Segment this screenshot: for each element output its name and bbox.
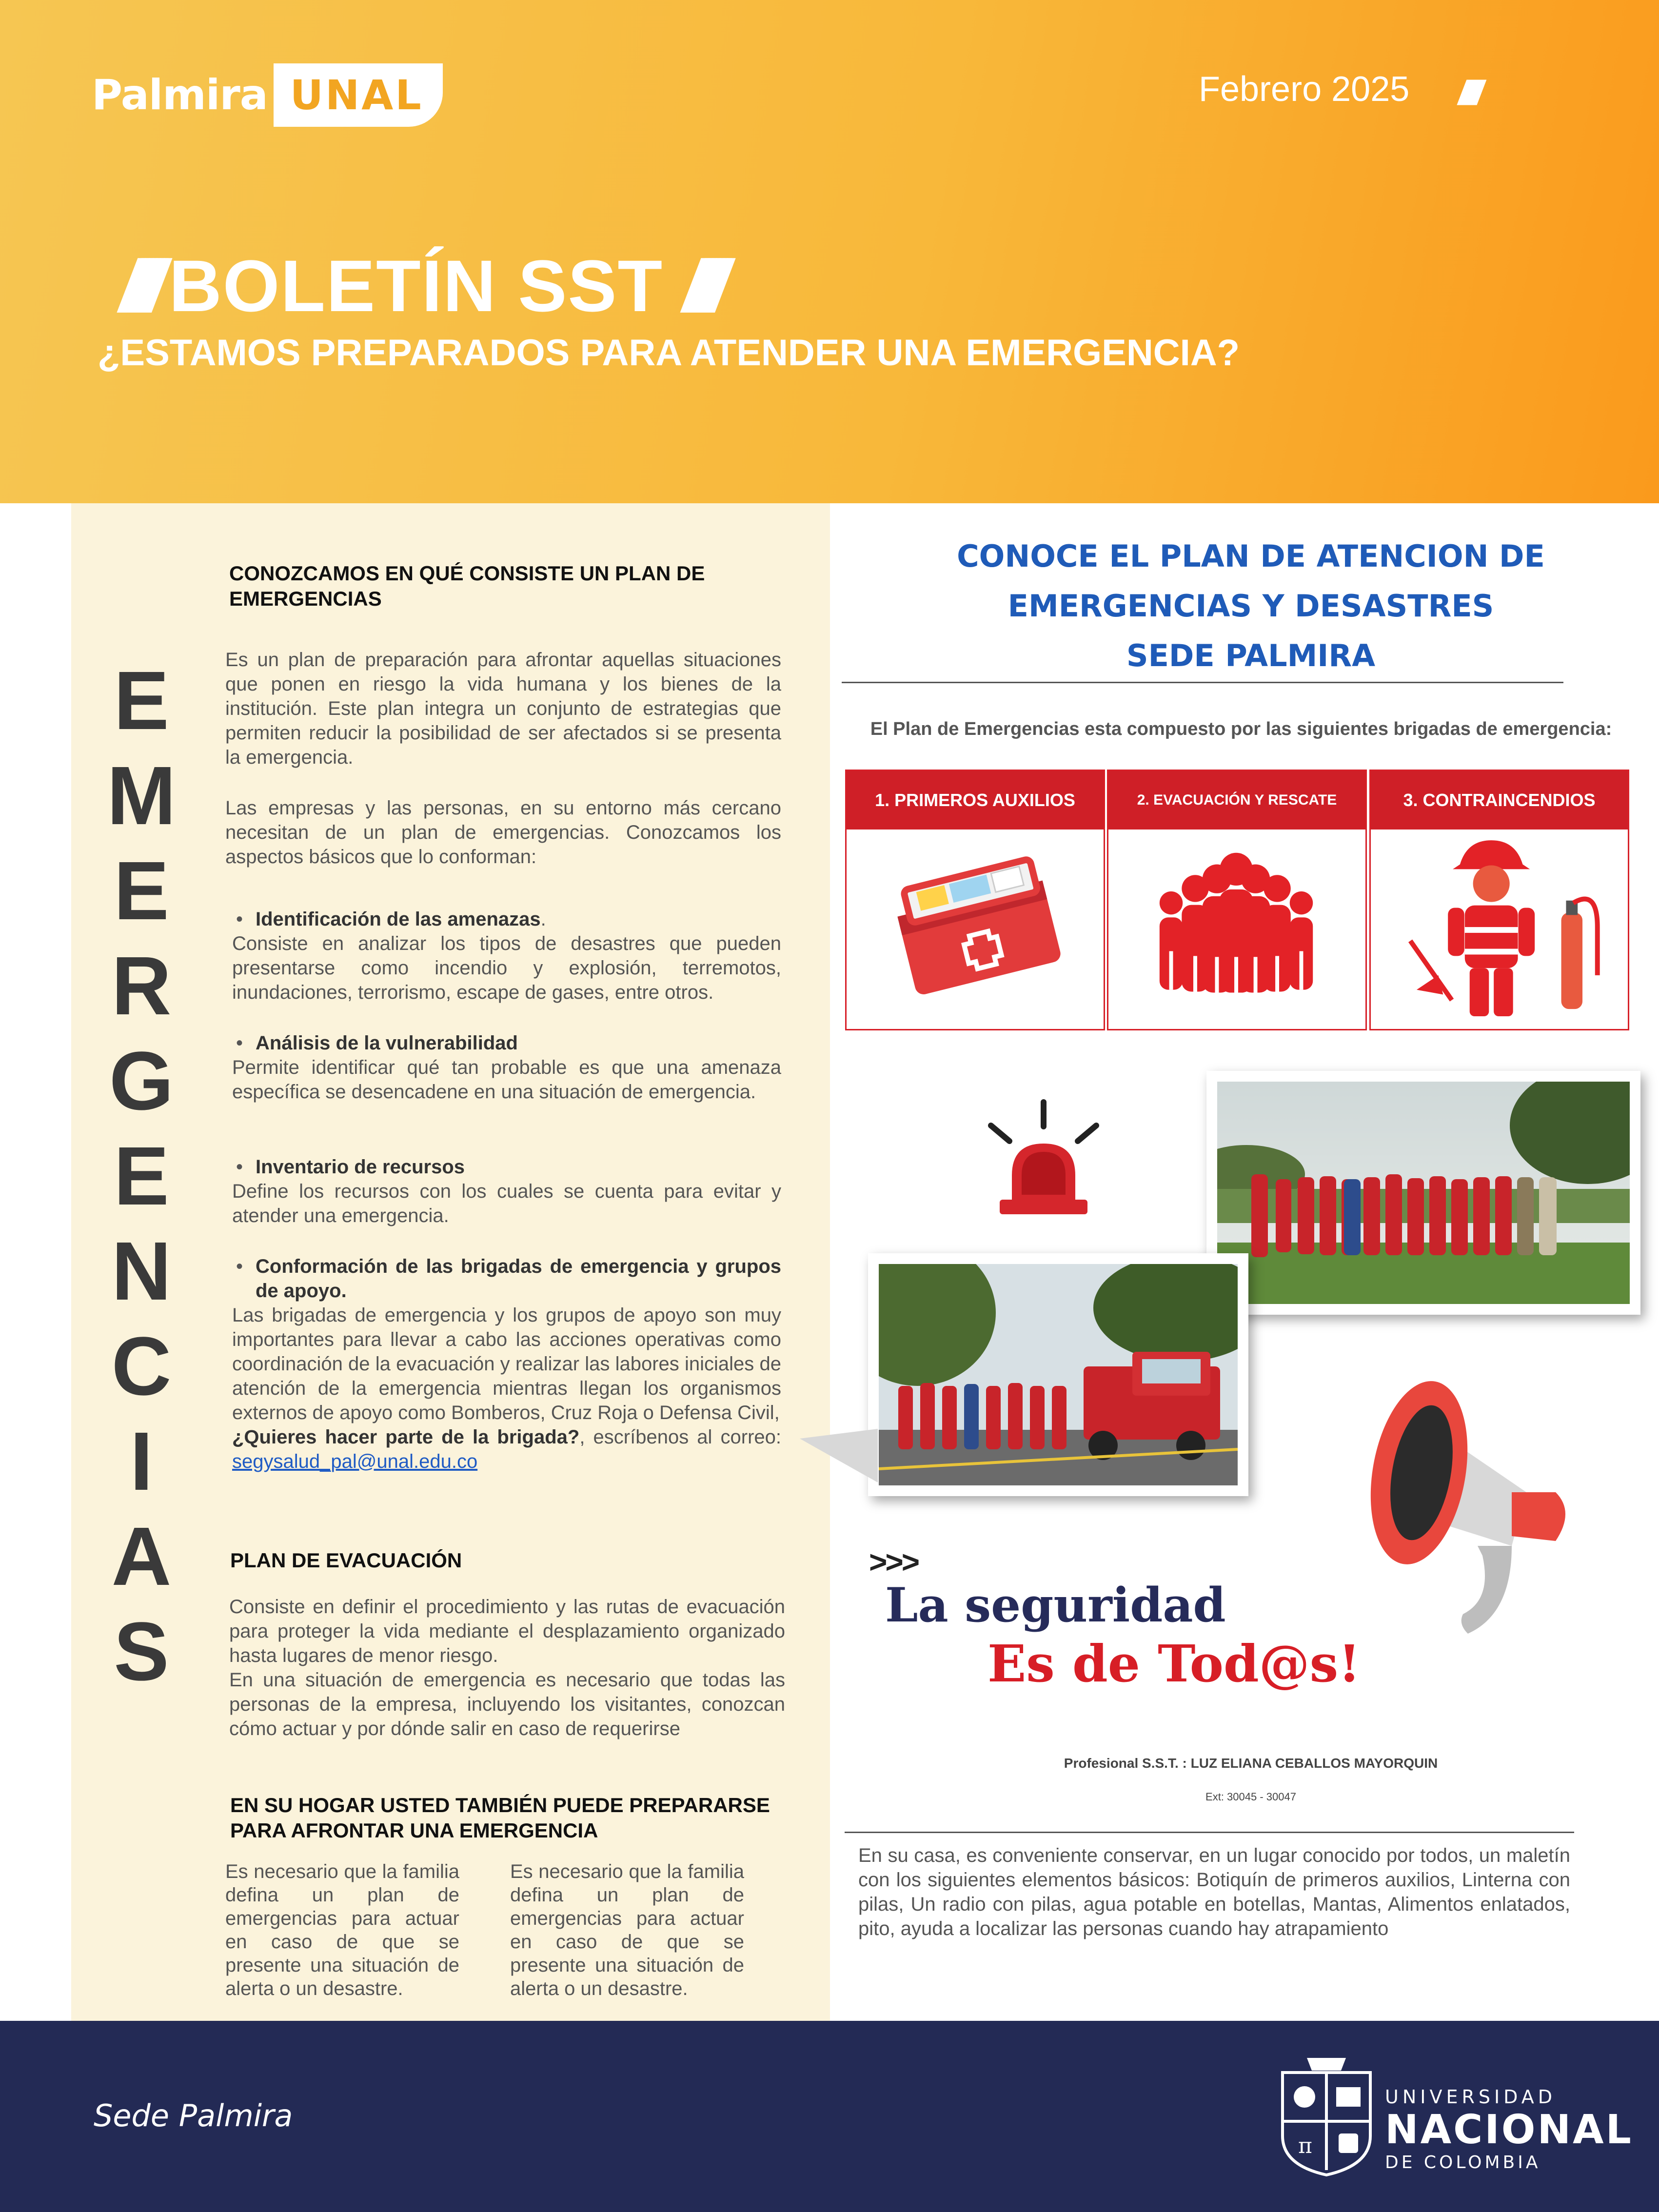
divider (842, 682, 1563, 683)
plan-aspects-paragraph: Las empresas y las personas, en su entorno más cercano necesitan de un plan de emergencias. Conozcamos los aspectos básicos que lo conforman: (225, 797, 781, 868)
evacuacion-paragraph (229, 1595, 785, 1741)
vertical-letter: N (111, 1225, 172, 1318)
section-evacuacion-title: PLAN DE EVACUACIÓN (230, 1549, 462, 1572)
section-plan-title: CONOZCAMOS EN QUÉ CONSISTE UN PLAN DE EMERGENCIAS (229, 562, 705, 610)
plan-atencion-title (873, 532, 1629, 681)
svg-text:π: π (1298, 2133, 1312, 2158)
vertical-emergencias-word (100, 653, 183, 1699)
brigades-table (845, 770, 1629, 1030)
plan-title-line-3: SEDE PALMIRA (1126, 638, 1376, 673)
title-text: BOLETÍN SST (169, 245, 664, 327)
brigade-label: 2. EVACUACIÓN Y RESCATE (1108, 771, 1365, 830)
home-kit-paragraph: En su casa, es conveniente conservar, en un lugar conocido por todos, un maletín con los siguientes elementos básicos: Botiquín de primeros auxilios, Linterna con pilas, Un radio con pilas, agua potable en botellas, Mantas, Alimentos enlatados, pito, ayuda a localizar las personas cuando hay atrapamiento (858, 1845, 1570, 1939)
bullet-recursos (232, 1155, 781, 1228)
people-group-icon (1108, 830, 1365, 1029)
slogan-line-1: La seguridad (885, 1578, 1226, 1633)
phone-extensions: Ext: 30045 - 30047 (1205, 1791, 1296, 1803)
header-banner (0, 0, 1659, 503)
brigade-team-image (1217, 1082, 1630, 1304)
unal-wordmark (1385, 2086, 1633, 2172)
brigade-primeros-auxilios (845, 770, 1105, 1030)
sst-professional: Profesional S.S.T. : LUZ ELIANA CEBALLOS MAYORQUIN (1064, 1756, 1438, 1771)
vertical-letter: E (114, 654, 169, 747)
evacuacion-text-1: Consiste en definir el procedimiento y las rutas de evacuación para proteger la vida mediante el desplazamiento organizado hasta lugares de menor riesgo. (229, 1596, 785, 1666)
title-slashes-left: //////// (119, 245, 150, 327)
bullet-heading: • Análisis de la vulnerabilidad (236, 1032, 518, 1054)
slogan-line-2: Es de Tod@s! (988, 1634, 1361, 1694)
vertical-letter: E (114, 1130, 169, 1223)
vertical-letter: A (111, 1510, 172, 1603)
join-question: ¿Quieres hacer parte de la brigada? (232, 1426, 580, 1448)
brigade-label: 1. PRIMEROS AUXILIOS (847, 771, 1104, 830)
contact-email-link[interactable]: segysalud_pal@unal.edu.co (232, 1451, 478, 1472)
chevrons-icon: >>> (869, 1544, 918, 1580)
decorative-slashes: /////// (1458, 74, 1477, 112)
vertical-letter: I (130, 1415, 153, 1508)
vertical-letter: E (114, 845, 169, 937)
evacuacion-text-2: En una situación de emergencia es necesario que todas las personas de la empresa, incluyendo los visitantes, conozcan cómo actuar y por dónde salir en caso de requerirse (229, 1669, 785, 1739)
palmira-unal-logo (92, 63, 443, 127)
unal-line-3: DE COLOMBIA (1385, 2153, 1541, 2172)
plan-title-line-1: CONOCE EL PLAN DE ATENCION DE (957, 538, 1545, 574)
bulletin-title (100, 244, 732, 328)
bullet-brigadas (232, 1254, 781, 1474)
bulletin-date: Febrero 2025 (1199, 70, 1410, 109)
bullet-text: Consiste en analizar los tipos de desastres que pueden presentarse como incendio y explosión, terremotos, inundaciones, terrorismo, escape de gases, entre otros. (232, 933, 781, 1003)
bullet-heading: • Identificación de las amenazas. (236, 908, 546, 930)
hogar-column-2: Es necesario que la familia defina un plan de emergencias para actuar en caso de que se presente una situación de alerta o un desastre. (510, 1861, 744, 1999)
bullet-text: Define los recursos con los cuales se cuenta para evitar y atender una emergencia. (232, 1181, 781, 1226)
plan-title-line-2: EMERGENCIAS Y DESASTRES (1007, 588, 1494, 624)
brigade-label: 3. CONTRAINCENDIOS (1371, 771, 1628, 830)
logo-word: Palmira (92, 71, 268, 119)
title-slashes-right: //////// (683, 245, 713, 327)
bullet-heading: • Conformación de las brigadas de emergencia y grupos de apoyo. (236, 1256, 781, 1302)
bullet-heading: • Inventario de recursos (236, 1156, 465, 1178)
bullet-text: Permite identificar qué tan probable es que una amenaza específica se desencadene en una situación de emergencia. (232, 1057, 781, 1103)
vertical-letter: S (114, 1605, 169, 1698)
brigade-contraincendios (1369, 770, 1629, 1030)
logo-pill: UNAL (274, 63, 443, 127)
bullet-amenazas (232, 907, 781, 1005)
bullet-text: Las brigadas de emergencia y los grupos de apoyo son muy importantes para llevar a cabo las acciones operativas como coordinación de la evacuación y realizar las labores iniciales de atención de la emergencia mientras llegan los organismos externos de apoyo como Bomberos, Cruz Roja o Defensa Civil, (232, 1304, 781, 1423)
vertical-letter: G (109, 1035, 174, 1127)
unal-crest-icon (1273, 2053, 1380, 2180)
unal-line-1: UNIVERSIDAD (1385, 2086, 1557, 2108)
megaphone-icon (1365, 1370, 1590, 1643)
firefighter-icon (1371, 830, 1628, 1029)
brigade-evacuacion-rescate (1107, 770, 1367, 1030)
brigade-team-photo (1206, 1071, 1640, 1315)
photo-pointer (800, 1429, 878, 1482)
join-brigade-line: ¿Quieres hacer parte de la brigada?, escríbenos al correo: segysalud_pal@unal.edu.co (232, 1426, 781, 1472)
fire-truck-image (879, 1264, 1238, 1485)
sede-palmira-label: Sede Palmira (94, 2098, 293, 2133)
fire-truck-photo (868, 1253, 1248, 1496)
vertical-letter: C (111, 1320, 172, 1413)
vertical-letter: M (107, 750, 176, 842)
siren-icon (980, 1097, 1107, 1224)
vertical-letter: R (111, 940, 172, 1032)
section-hogar-title: EN SU HOGAR USTED TAMBIÉN PUEDE PREPARARSE PARA AFRONTAR UNA EMERGENCIA (230, 1794, 770, 1842)
divider (845, 1832, 1574, 1833)
hogar-column-1: Es necesario que la familia defina un plan de emergencias para actuar en caso de que se presente una situación de alerta o un desastre. (225, 1861, 459, 1999)
unal-line-2: NACIONAL (1385, 2107, 1633, 2153)
first-aid-kit-icon (847, 830, 1104, 1029)
bullet-vulnerabilidad (232, 1031, 781, 1104)
plan-intro-paragraph: Es un plan de preparación para afrontar aquellas situaciones que ponen en riesgo la vida humana y los bienes de la institución. Este plan integra un conjunto de estrategias que permiten reducir la posibilidad de ser afectados si se presenta la emergencia. (225, 649, 781, 768)
bulletin-subtitle: ¿ESTAMOS PREPARADOS PARA ATENDER UNA EMERGENCIA? (98, 332, 1240, 374)
brigades-description: El Plan de Emergencias esta compuesto por las siguientes brigadas de emergencia: (870, 719, 1612, 739)
